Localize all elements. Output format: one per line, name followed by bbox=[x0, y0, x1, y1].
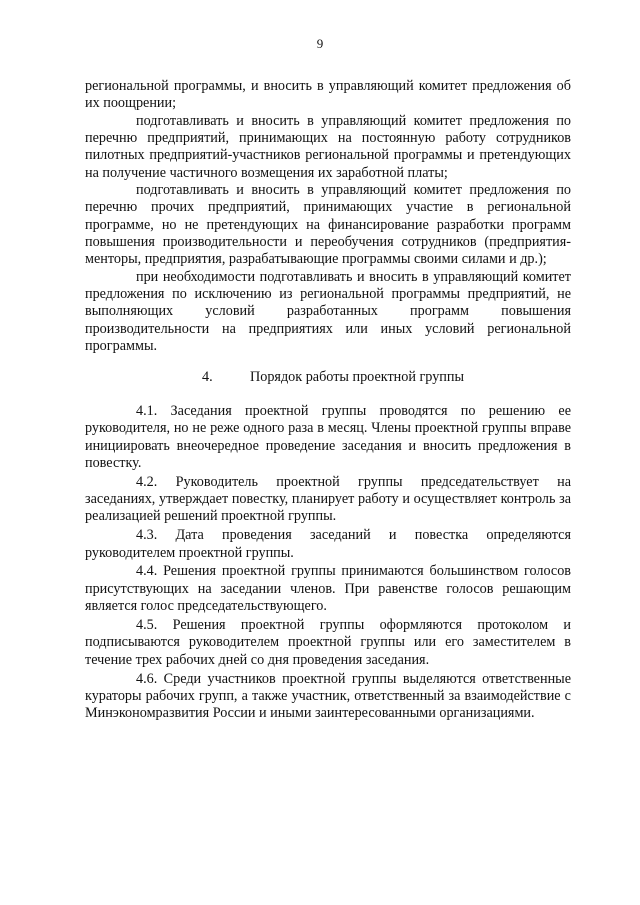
section-title: Порядок работы проектной группы bbox=[249, 368, 465, 385]
page-number: 9 bbox=[316, 36, 324, 51]
clause-4-6: 4.6. Среди участников проектной группы выделяются ответственные кураторы рабочих групп, а также участник, ответственный за взаимодействие с Минэкономразвития России и иными заинтересованными организациями. bbox=[85, 670, 571, 722]
intro-paragraph-1: региональной программы, и вносить в управляющий комитет предложения об их поощрении; bbox=[85, 78, 571, 112]
document-body bbox=[85, 78, 571, 723]
clause-4-3: 4.3. Дата проведения заседаний и повестка определяются руководителем проектной группы. bbox=[85, 527, 571, 561]
intro-paragraph-2: подготавливать и вносить в управляющий комитет предложения по перечню предприятий, принимающих на постоянную работу сотрудников пилотных предприятий-участников региональной программы и претендующих на получение частичного возмещения их заработной платы; bbox=[85, 112, 571, 181]
intro-paragraph-4: при необходимости подготавливать и вносить в управляющий комитет предложения по исключению из региональной программы предприятий, не выполняющих условий разработанных программ повышения производительности на предприятиях или иных условий региональной программы. bbox=[85, 268, 571, 355]
clause-4-4: 4.4. Решения проектной группы принимаются большинством голосов присутствующих на заседании членов. При равенстве голосов решающим является голос председательствующего. bbox=[85, 563, 571, 615]
section-body bbox=[85, 403, 571, 723]
clause-4-5: 4.5. Решения проектной группы оформляются протоколом и подписываются руководителем проектной группы или его заместителем в течение трех рабочих дней со дня проведения заседания. bbox=[85, 616, 571, 668]
section-heading bbox=[85, 369, 571, 386]
section-number: 4. bbox=[201, 368, 213, 385]
clause-4-1: 4.1. Заседания проектной группы проводятся по решению ее руководителя, но не реже одного раза в месяц. Члены проектной группы вправе инициировать внеочередное проведение заседания и вносить предложения в повестку. bbox=[85, 402, 571, 471]
intro-paragraph-3: подготавливать и вносить в управляющий комитет предложения по перечню прочих предприятий, принимающих участие в региональной программе, но не претендующих на финансирование разработки программ повышения производительности и переобучения сотрудников (предприятия-менторы, предприятия, разрабатывающие программы своими силами и др.); bbox=[85, 182, 571, 268]
clause-4-2: 4.2. Руководитель проектной группы председательствует на заседаниях, утверждает повестку, планирует работу и осуществляет контроль за реализацией решений проектной группы. bbox=[85, 473, 571, 525]
